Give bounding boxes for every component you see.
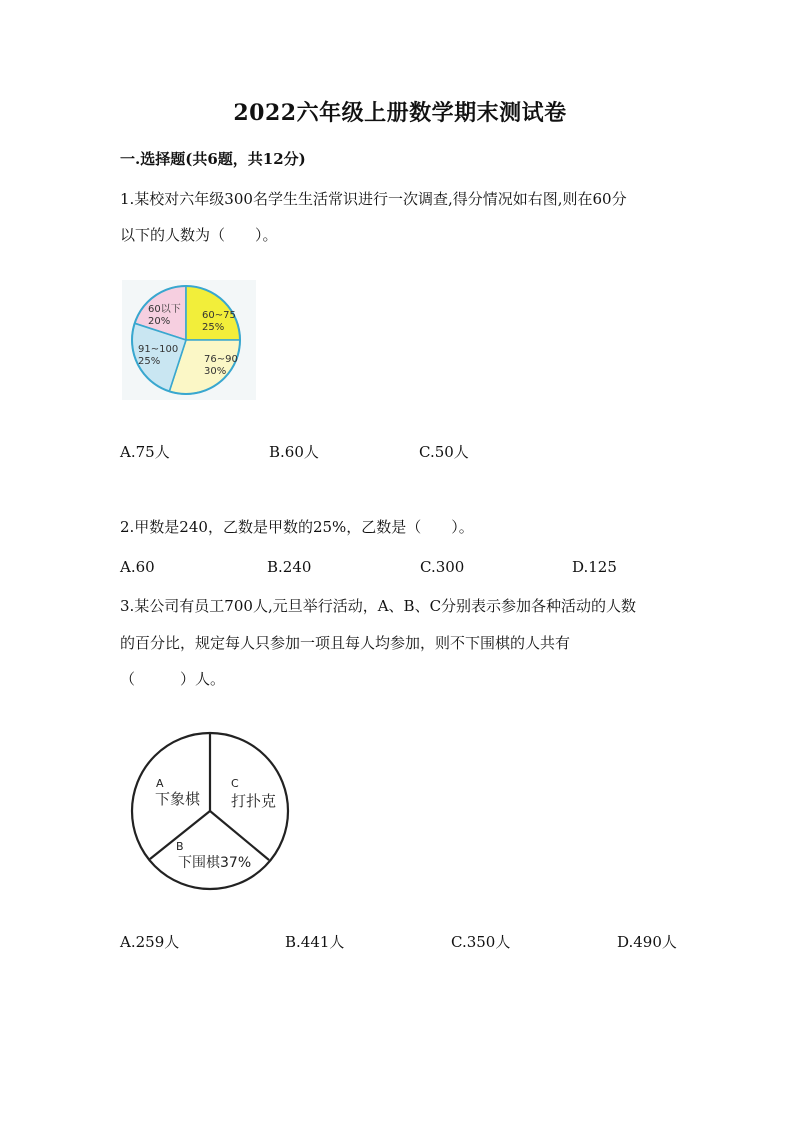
page-title: 2022六年级上册数学期末测试卷 — [233, 100, 567, 126]
region-a-label: 下象棋 — [155, 790, 201, 808]
pie-slice-percent: 25% — [138, 356, 161, 367]
q2-option-b[interactable]: B.240 — [267, 558, 312, 576]
question-3-circle-diagram — [128, 727, 294, 893]
pie-slice-label: 60~75 — [202, 310, 236, 321]
region-c-letter: C — [231, 777, 239, 790]
pie-slice-percent: 25% — [202, 322, 225, 333]
pie-slice-percent: 20% — [148, 316, 171, 327]
q2-option-c[interactable]: C.300 — [420, 558, 465, 576]
pie-slice-label: 60以下 — [148, 304, 181, 315]
question-3-line-3: （ ）人。 — [120, 670, 226, 688]
question-3-line-1: 3.某公司有员工700人,元旦举行活动，A、B、C分别表示参加各种活动的人数 — [120, 597, 637, 615]
question-3-line-2: 的百分比，规定每人只参加一项且每人均参加，则不下围棋的人共有 — [120, 634, 571, 652]
q3-option-b[interactable]: B.441人 — [285, 933, 345, 951]
question-1-line-2: 以下的人数为（ ）。 — [120, 226, 278, 244]
region-b-label: 下围棋37% — [178, 855, 252, 871]
q3-option-a[interactable]: A.259人 — [120, 933, 180, 951]
q1-option-a[interactable]: A.75人 — [120, 443, 170, 461]
pie-slice-label: 91~100 — [138, 344, 179, 355]
question-1-pie-chart — [122, 280, 256, 400]
q3-option-c[interactable]: C.350人 — [451, 933, 511, 951]
question-2-line-1: 2.甲数是240，乙数是甲数的25%，乙数是（ ）。 — [120, 518, 474, 536]
q1-option-c[interactable]: C.50人 — [419, 443, 469, 461]
region-a-letter: A — [156, 777, 164, 790]
region-b-letter: B — [176, 840, 184, 853]
pie-slice-label: 76~90 — [204, 354, 238, 365]
section-heading: 一.选择题(共6题，共12分) — [120, 150, 306, 168]
q3-option-d[interactable]: D.490人 — [617, 933, 677, 951]
pie-slice-percent: 30% — [204, 366, 227, 377]
question-1-line-1: 1.某校对六年级300名学生生活常识进行一次调查,得分情况如右图,则在60分 — [120, 190, 627, 208]
region-c-label: 打扑克 — [231, 792, 277, 810]
q2-option-d[interactable]: D.125 — [572, 558, 617, 576]
q1-option-b[interactable]: B.60人 — [269, 443, 319, 461]
q2-option-a[interactable]: A.60 — [120, 558, 155, 576]
